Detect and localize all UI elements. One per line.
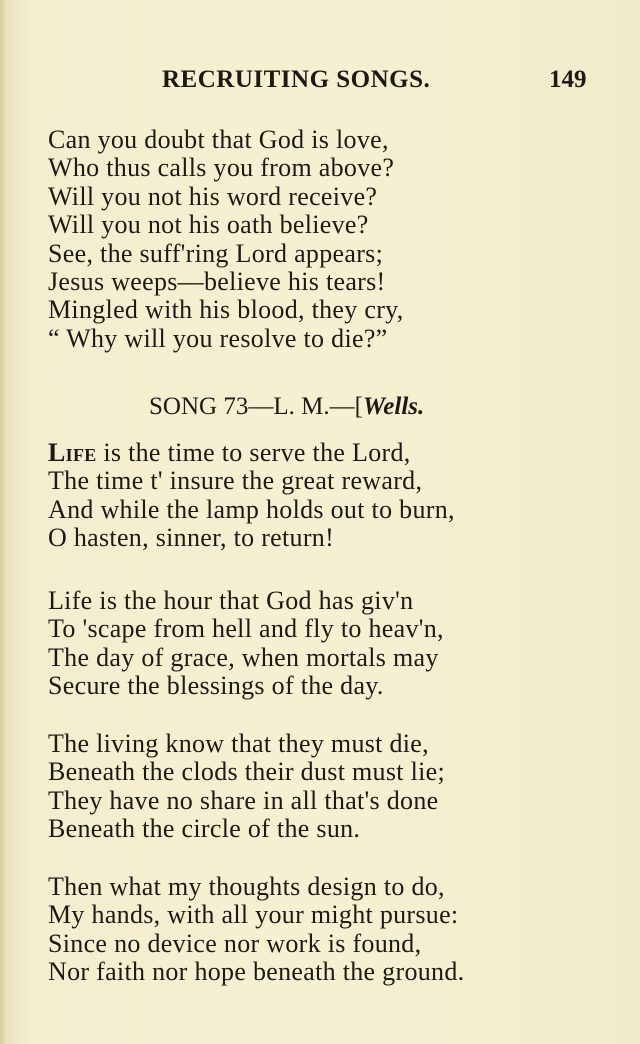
- verse-line: Beneath the clods their dust must lie;: [48, 757, 445, 787]
- verse-line: Mingled with his blood, they cry,: [48, 295, 404, 325]
- verse-line: Since no device nor work is found,: [48, 928, 422, 958]
- stanza-3: [48, 730, 445, 844]
- verse-line: The time t' insure the great reward,: [48, 466, 423, 496]
- verse-line: My hands, with all your might pursue:: [48, 900, 459, 930]
- verse-line: See, the suff'ring Lord appears;: [48, 238, 384, 268]
- continuation-stanza: [48, 126, 404, 353]
- verse-line: The living know that they must die,: [48, 729, 429, 758]
- verse-line: Jesus weeps—believe his tears!: [48, 266, 386, 296]
- song-title: [149, 393, 424, 421]
- verse-line: O hasten, sinner, to return!: [48, 523, 335, 553]
- page-edge: [0, 0, 8, 1044]
- verse-line: Nor faith nor hope beneath the ground.: [48, 957, 465, 987]
- verse-line: Then what my thoughts design to do,: [48, 872, 445, 901]
- page-number: 149: [549, 66, 587, 93]
- verse-line: The day of grace, when mortals may: [48, 642, 439, 672]
- verse-line: Beneath the circle of the sun.: [48, 814, 361, 844]
- tune-name: Wells.: [362, 393, 425, 420]
- stanza-2: [48, 587, 444, 701]
- stanza-4: [48, 873, 464, 987]
- verse-line: Life is the hour that God has giv'n: [48, 586, 414, 615]
- verse-line: Can you doubt that God is love,: [48, 125, 389, 154]
- verse-line: To 'scape from hell and fly to heav'n,: [48, 614, 444, 644]
- verse-line: Secure the blessings of the day.: [48, 671, 384, 701]
- verse-line: They have no share in all that's done: [48, 785, 439, 815]
- verse-line: Life is the time to serve the Lord,: [48, 438, 411, 467]
- verse-line: Who thus calls you from above?: [48, 153, 395, 183]
- verse-line: Will you not his word receive?: [48, 181, 378, 211]
- song-number-meter: SONG 73—L. M.—[: [149, 393, 363, 420]
- verse-line: Will you not his oath believe?: [48, 210, 369, 240]
- verse-line: “ Why will you resolve to die?”: [48, 323, 388, 353]
- stanza-1: [48, 439, 455, 553]
- first-word: Life: [48, 438, 97, 467]
- running-header: RECRUITING SONGS.: [162, 66, 431, 93]
- verse-line: And while the lamp holds out to burn,: [48, 494, 455, 524]
